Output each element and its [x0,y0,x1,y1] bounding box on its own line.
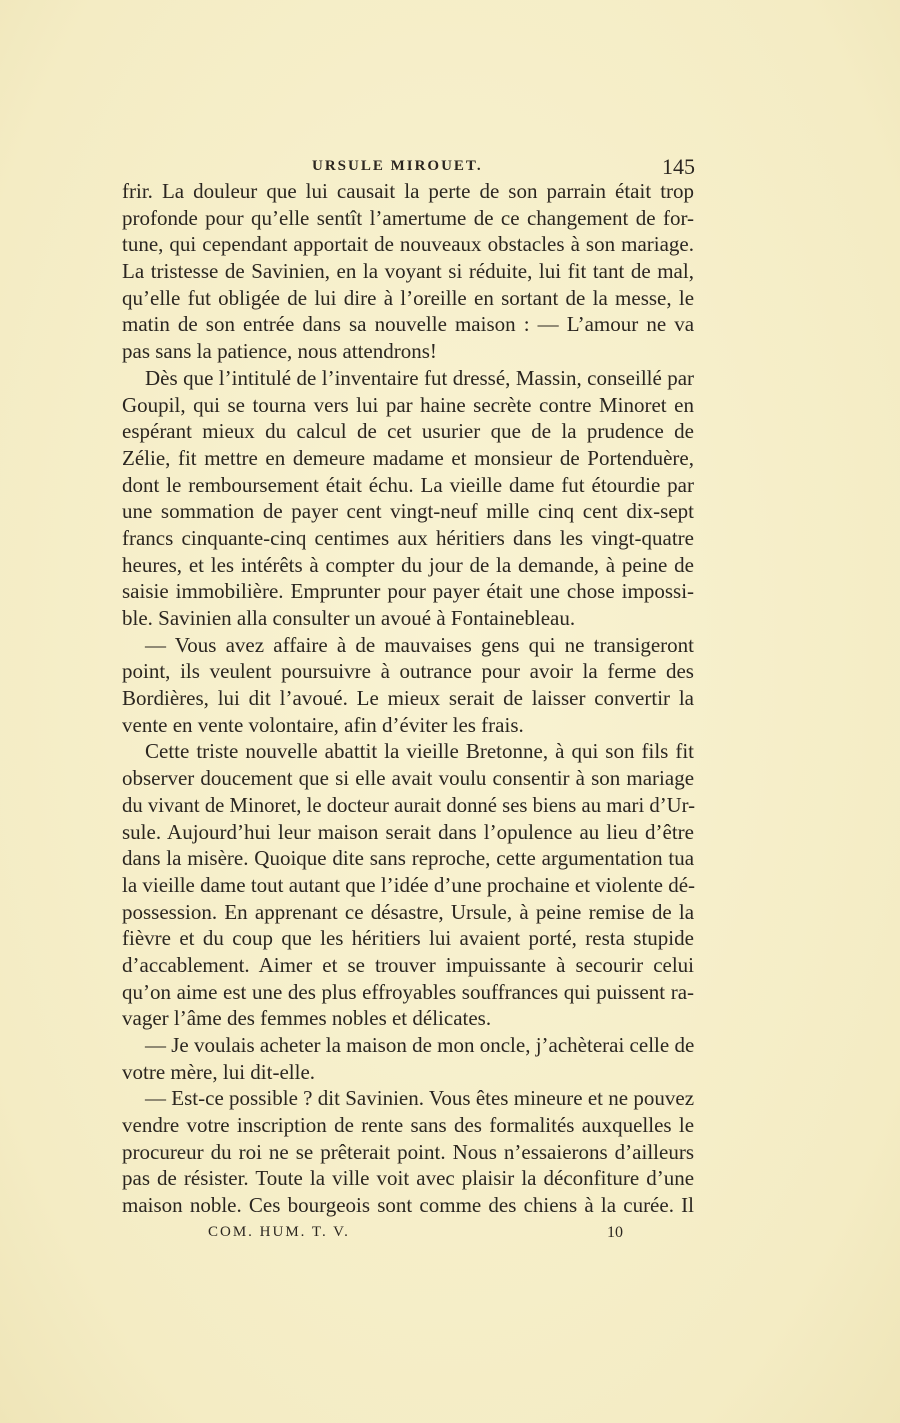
text-line-content: pas sans la patience, nous attendrons! [122,339,437,364]
signature-number: 10 [607,1224,623,1241]
text-line [122,819,695,846]
text-line [122,979,695,1006]
text-line-content: point, ils veulent poursuivre à outrance pour avoir la ferme des [122,659,694,684]
text-line [122,1165,695,1192]
text-line-content: heures, et les intérêts à compter du jour de la demande, à peine de [122,552,694,577]
text-line [122,552,695,579]
text-line [122,205,695,232]
text-line-content: qu’elle fut obligée de lui dire à l’oreille en sortant de la messe, le [122,285,695,310]
text-line [122,1032,695,1059]
text-line [122,1192,695,1219]
text-line [122,525,695,552]
text-line [122,285,695,312]
text-line-content: matin de son entrée dans sa nouvelle maison : — L’amour ne va [122,312,695,337]
text-line-content: — Je voulais acheter la maison de mon oncle, j’achèterai celle de [145,1033,695,1057]
text-line [122,498,695,525]
text-line [122,1112,695,1139]
text-line-content: — Est-ce possible ? dit Savinien. Vous êtes mineure et ne pouvez [145,1086,695,1111]
text-line [122,952,695,979]
text-line [122,1059,695,1086]
text-line-content: ble. Savinien alla consulter un avoué à Fontainebleau. [122,606,576,630]
text-line-content: fièvre et du coup que les héritiers lui avaient porté, resta stupide [122,926,694,951]
text-line-content: La tristesse de Savinien, en la voyant si réduite, lui fit tant de mal, [122,259,694,284]
text-line-content: qu’on aime est une des plus effroyables souffrances qui puissent ra- [122,979,695,1004]
text-line [122,765,695,792]
page-number: 145 [662,154,695,179]
signature-mark: COM. HUM. T. V. [208,1224,350,1240]
text-line [122,712,695,739]
text-line-content: vager l’âme des femmes nobles et délicates. [122,1006,492,1031]
text-line [122,1005,695,1032]
text-line [122,685,695,712]
text-line [122,605,695,632]
text-line-content: dont le remboursement était échu. La vieille dame fut étourdie par [122,472,695,497]
text-line-content: Cette triste nouvelle abattit la vieille Bretonne, à qui son fils fit [145,739,695,764]
running-title: URSULE MIROUET. [312,158,483,174]
text-line-content: d’accablement. Aimer et se trouver impuissante à secourir celui [122,952,695,977]
text-line-content: tune, qui cependant apportait de nouveaux obstacles à son mariage. [122,232,694,257]
text-line [122,845,695,872]
text-line [122,738,695,765]
text-line-content: pas de résister. Toute la ville voit avec plaisir la déconfiture d’une [122,1166,695,1191]
text-line [122,578,695,605]
text-line-content: Zélie, fit mettre en demeure madame et monsieur de Portenduère, [122,445,694,470]
body-text [122,178,695,1219]
text-line-content: profonde pour qu’elle sentît l’amertume de ce changement de for- [122,205,695,230]
text-line [122,1085,695,1112]
text-line [122,311,695,338]
text-line [122,872,695,899]
text-line [122,658,695,685]
text-line-content: sule. Aujourd’hui leur maison serait dans l’opulence au lieu d’être [122,819,694,844]
text-line-content: saisie immobilière. Emprunter pour payer était une chose impossi- [122,579,695,604]
text-line [122,178,695,205]
text-line [122,1139,695,1166]
text-line [122,632,695,659]
text-line-content: frir. La douleur que lui causait la perte de son parrain était trop [122,179,695,203]
text-line [122,445,695,472]
text-line [122,392,695,419]
text-line-content: vente en vente volontaire, afin d’éviter les frais. [122,712,524,737]
text-line-content: vendre votre inscription de rente sans des formalités auxquelles le [122,1113,695,1138]
page-footer [122,1224,695,1248]
text-line [122,792,695,819]
text-line-content: procureur du roi ne se prêterait point. Nous n’essaierons d’ailleurs [122,1139,694,1164]
text-line [122,418,695,445]
text-line-content: votre mère, lui dit-elle. [122,1059,316,1084]
text-line-content: Dès que l’intitulé de l’inventaire fut dressé, Massin, conseillé par [145,365,695,390]
text-line-content: du vivant de Minoret, le docteur aurait donné ses biens au mari d’Ur- [122,792,695,817]
text-line [122,231,695,258]
text-line-content: une sommation de payer cent vingt-neuf mille cinq cent dix-sept [122,499,694,524]
text-line-content: — Vous avez affaire à de mauvaises gens qui ne transigeront [145,632,694,657]
text-line [122,899,695,926]
text-line [122,258,695,285]
text-line-content: possession. En apprenant ce désastre, Ursule, à peine remise de la [122,899,695,924]
text-line [122,472,695,499]
text-line [122,365,695,392]
text-line-content: espérant mieux du calcul de cet usurier que de la prudence de [122,419,695,444]
text-line-content: observer doucement que si elle avait voulu consentir à son mariage [122,766,695,791]
text-line-content: Bordières, lui dit l’avoué. Le mieux serait de laisser convertir la [122,686,694,711]
text-line [122,925,695,952]
text-line [122,338,695,365]
text-line-content: la vieille dame tout autant que l’idée d’une prochaine et violente dé- [122,872,695,897]
text-line-content: Goupil, qui se tourna vers lui par haine secrète contre Minoret en [122,392,694,417]
text-line-content: maison noble. Ces bourgeois sont comme des chiens à la curée. Il [122,1193,694,1218]
text-line-content: dans la misère. Quoique dite sans reproche, cette argumentation tua [122,846,695,871]
text-line-content: francs cinquante-cinq centimes aux héritiers dans les vingt-quatre [122,525,694,550]
